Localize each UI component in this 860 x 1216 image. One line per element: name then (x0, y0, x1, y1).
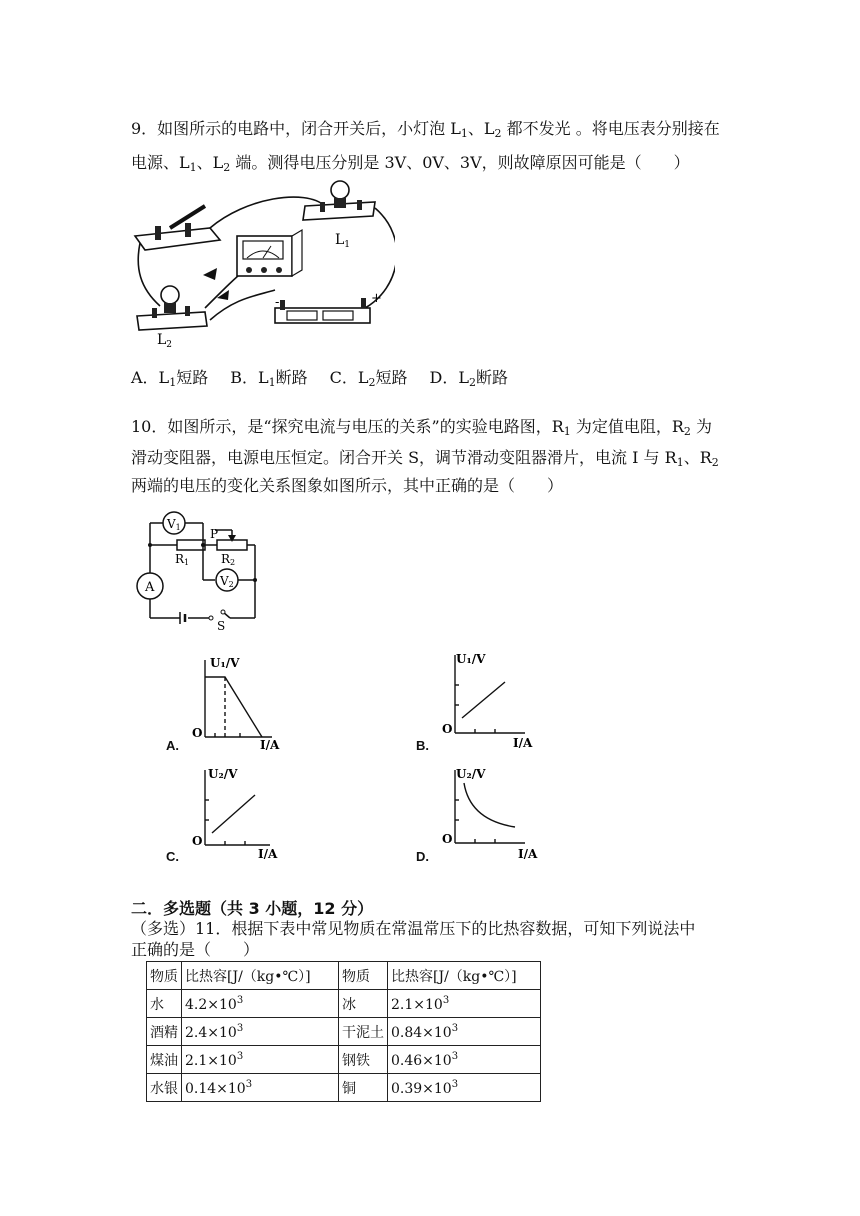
graph-b (440, 650, 550, 750)
q9-text: 电源、L (131, 153, 190, 172)
graph-b-letter[interactable]: B. (416, 738, 429, 753)
table-cell: 煤油 (147, 1046, 182, 1074)
graph-c-origin: O (192, 834, 203, 848)
subscript: 1 (189, 161, 197, 174)
table-header-cell: 物质 (339, 962, 388, 990)
section-heading: 二．多选题（共 3 小题，12 分） (131, 899, 374, 918)
q9-option-d[interactable]: D．$L_2$断路 (429, 368, 508, 389)
q9-option-b[interactable]: B．$L_1$断路 (230, 368, 308, 389)
graph-b-ylabel: U₁/V (456, 652, 486, 666)
table-cell: $2.1\times 10^3$ (182, 1046, 339, 1074)
q9-option-a[interactable]: A．$L_1$短路 (131, 368, 209, 389)
subscript: 2 (223, 161, 231, 174)
subscript: 1 (460, 127, 468, 140)
r1-label: R1 (175, 552, 190, 567)
switch-icon (135, 206, 220, 250)
graph-a-xlabel: I/A (260, 738, 280, 750)
q9-stem-line2 (131, 152, 690, 179)
graph-d-ylabel: U₂/V (456, 767, 486, 781)
q9-option-c[interactable]: C．$L_2$短路 (329, 368, 408, 389)
q9-text: 端。测得电压分别是 3V、0V、3V，则故障原因可能是（ ） (230, 153, 690, 172)
battery-icon (275, 298, 370, 323)
graph-d-xlabel: I/A (518, 847, 538, 860)
graph-d-letter[interactable]: D. (416, 849, 429, 864)
table-cell: $2.1\times 10^3$ (388, 990, 541, 1018)
v1-label: V1 (167, 517, 181, 532)
L1-label: $L_1$ (335, 232, 351, 250)
q9-stem-line1 (131, 118, 720, 145)
q9-text: 、L (467, 119, 495, 138)
q11-stem-line1: （多选）11．根据下表中常见物质在常温常压下的比热容数据，可知下列说法中 (131, 919, 696, 938)
table-cell: 水银 (147, 1074, 182, 1102)
probe-arrow-icon (203, 268, 217, 280)
table-row (147, 1074, 541, 1102)
q11-stem-line2: 正确的是（ ） (131, 940, 260, 959)
L2-label: $L_2$ (157, 332, 173, 350)
graph-d (440, 765, 550, 860)
q10-stem-line1: 10．如图所示，是“探究电流与电压的关系”的实验电路图，$R_1$ 为定值电阻，$R_2$ 为 (131, 417, 713, 438)
q9-text: 、L (196, 153, 224, 172)
table-cell: 干泥土 (339, 1018, 388, 1046)
graph-a-ylabel: U₁/V (210, 656, 240, 670)
table-cell: $0.46\times 10^3$ (388, 1046, 541, 1074)
graph-d-origin: O (442, 832, 453, 846)
table-cell: $0.84\times 10^3$ (388, 1018, 541, 1046)
graph-c-ylabel: U₂/V (208, 767, 238, 781)
switch-s-label: S (217, 619, 226, 633)
graph-b-xlabel: I/A (513, 736, 533, 750)
table-header-cell: 物质 (147, 962, 182, 990)
q10-circuit-diagram (135, 508, 270, 633)
slider-p-label: P (210, 527, 219, 541)
table-row (147, 990, 541, 1018)
subscript: 2 (494, 127, 502, 140)
table-cell: 铜 (339, 1074, 388, 1102)
table-header-cell: 比热容[J/（kg•℃）] (388, 962, 541, 990)
graph-a-letter[interactable]: A. (166, 738, 179, 753)
q9-options (131, 367, 530, 394)
table-cell: 酒精 (147, 1018, 182, 1046)
ammeter-label: A (145, 580, 155, 595)
graph-a-origin: O (192, 726, 203, 740)
table-cell: $0.39\times 10^3$ (388, 1074, 541, 1102)
table-header-row (147, 962, 541, 990)
q9-text: 9．如图所示的电路中，闭合开关后，小灯泡 L (131, 119, 461, 138)
table-cell: $4.2\times 10^3$ (182, 990, 339, 1018)
table-row (147, 1046, 541, 1074)
table-cell: 冰 (339, 990, 388, 1018)
battery-minus-label: - (275, 295, 280, 310)
voltmeter-icon (237, 230, 302, 276)
q10-stem-line3: 两端的电压的变化关系图象如图所示，其中正确的是（ ） (131, 476, 564, 495)
graph-b-origin: O (442, 722, 453, 736)
table-header-cell: 比热容[J/（kg•℃）] (182, 962, 339, 990)
graph-a (190, 655, 295, 750)
table-cell: $2.4\times 10^3$ (182, 1018, 339, 1046)
graph-c-xlabel: I/A (258, 847, 278, 860)
battery-plus-label: + (371, 291, 382, 306)
graph-c-letter[interactable]: C. (166, 849, 179, 864)
table-row (147, 1018, 541, 1046)
table-cell: 钢铁 (339, 1046, 388, 1074)
graph-c (190, 765, 295, 860)
specific-heat-table (146, 961, 541, 1102)
q10-stem-line2: 滑动变阻器，电源电压恒定。闭合开关 S，调节滑动变阻器滑片，电流 I 与 $R_1$、$R_2$ (131, 448, 719, 469)
v2-label: V2 (220, 574, 234, 589)
q9-text: 都不发光 。将电压表分别接在 (501, 119, 720, 138)
r2-label: R2 (221, 552, 236, 567)
q9-circuit-figure (125, 178, 395, 353)
table-cell: $0.14\times 10^3$ (182, 1074, 339, 1102)
table-cell: 水 (147, 990, 182, 1018)
